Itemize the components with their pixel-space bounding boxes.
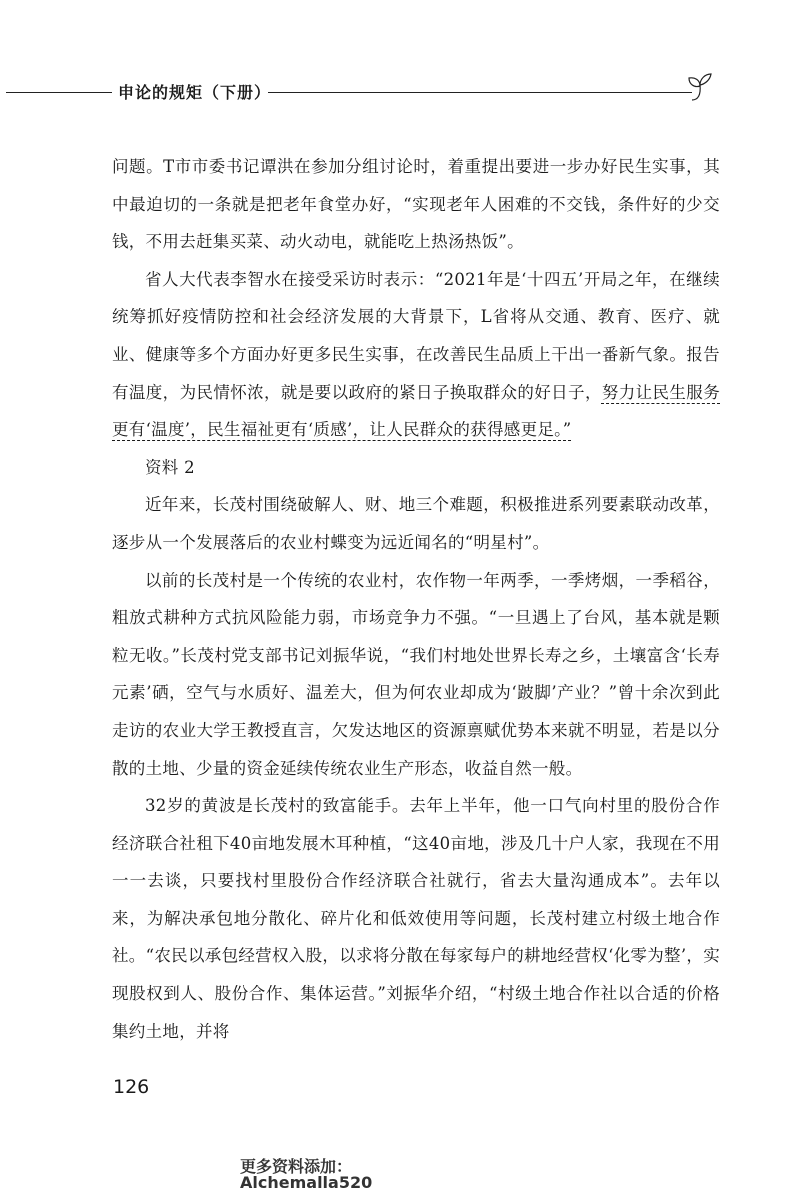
- book-title: 申论的规矩（下册）: [118, 83, 272, 102]
- paragraph-1: 问题。T市市委书记谭洪在参加分组讨论时，着重提出要进一步办好民生实事，其中最迫切的一条就是把老年食堂办好，“实现老年人困难的不交钱，条件好的少交钱，不用去赶集买菜、动火动电，就能吃上热汤热饭”。: [112, 157, 720, 252]
- paragraph-2: [112, 261, 720, 449]
- footer-cut-off-line: 更多资料添加：Alchemalla520: [240, 1157, 373, 1192]
- page-number: 126: [113, 1076, 150, 1098]
- footer-cut-off-text: [240, 1157, 470, 1192]
- underlined-quote: 努力让民生服务更有‘温度’，民生福祉更有‘质感’，让人民群众的获得感更足。”: [112, 382, 720, 440]
- header-rule-right: [268, 92, 692, 93]
- paragraph-5: 32岁的黄波是长茂村的致富能手。去年上半年，他一口气向村里的股份合作经济联合社租下40亩地发展木耳种植，“这40亩地，涉及几十户人家，我现在不用一一去谈，只要找村里股份合作经济联合社就行，省去大量沟通成本”。去年以来，为解决承包地分散化、碎片化和低效使用等问题，长茂村建立村级土地合作社。“农民以承包经营权入股，以求将分散在每家每户的耕地经营权‘化零为整’，实现股权到人、股份合作、集体运营。”刘振华介绍，“村级土地合作社以合适的价格集约土地，并将: [112, 796, 720, 1041]
- paragraph-4: 以前的长茂村是一个传统的农业村，农作物一年两季，一季烤烟，一季稻谷，粗放式耕种方式抗风险能力弱，市场竞争力不强。“一旦遇上了台风，基本就是颗粒无收。”长茂村党支部书记刘振华说，“我们村地处世界长寿之乡，土壤富含‘长寿元素’硒，空气与水质好、温差大，但为何农业却成为‘跛脚’产业？”曾十余次到此走访的农业大学王教授直言，欠发达地区的资源禀赋优势本来就不明显，若是以分散的土地、少量的资金延续传统农业生产形态，收益自然一般。: [112, 570, 720, 778]
- paragraph-2-lead: 省人大代表李智水在接受采访时表示：“2021年是‘十四五’开局之年，在继续统筹抓好疫情防控和社会经济发展的大背景下，L省将从交通、教育、医疗、就业、健康等多个方面办好更多民生实事，在改善民生品质上干出一番新气象。报告有温度，为民情怀浓，就是要以政府的紧日子换取群众的好日子，: [112, 269, 720, 402]
- sprout-icon: [680, 70, 720, 110]
- paragraph-3: 近年来，长茂村围绕破解人、财、地三个难题，积极推进系列要素联动改革，逐步从一个发展落后的农业村蝶变为远近闻名的“明星村”。: [112, 495, 720, 552]
- header-rule-left: [6, 92, 112, 93]
- material-label: 资料 2: [145, 457, 195, 477]
- page-body: [112, 148, 720, 1050]
- running-header: [0, 68, 800, 118]
